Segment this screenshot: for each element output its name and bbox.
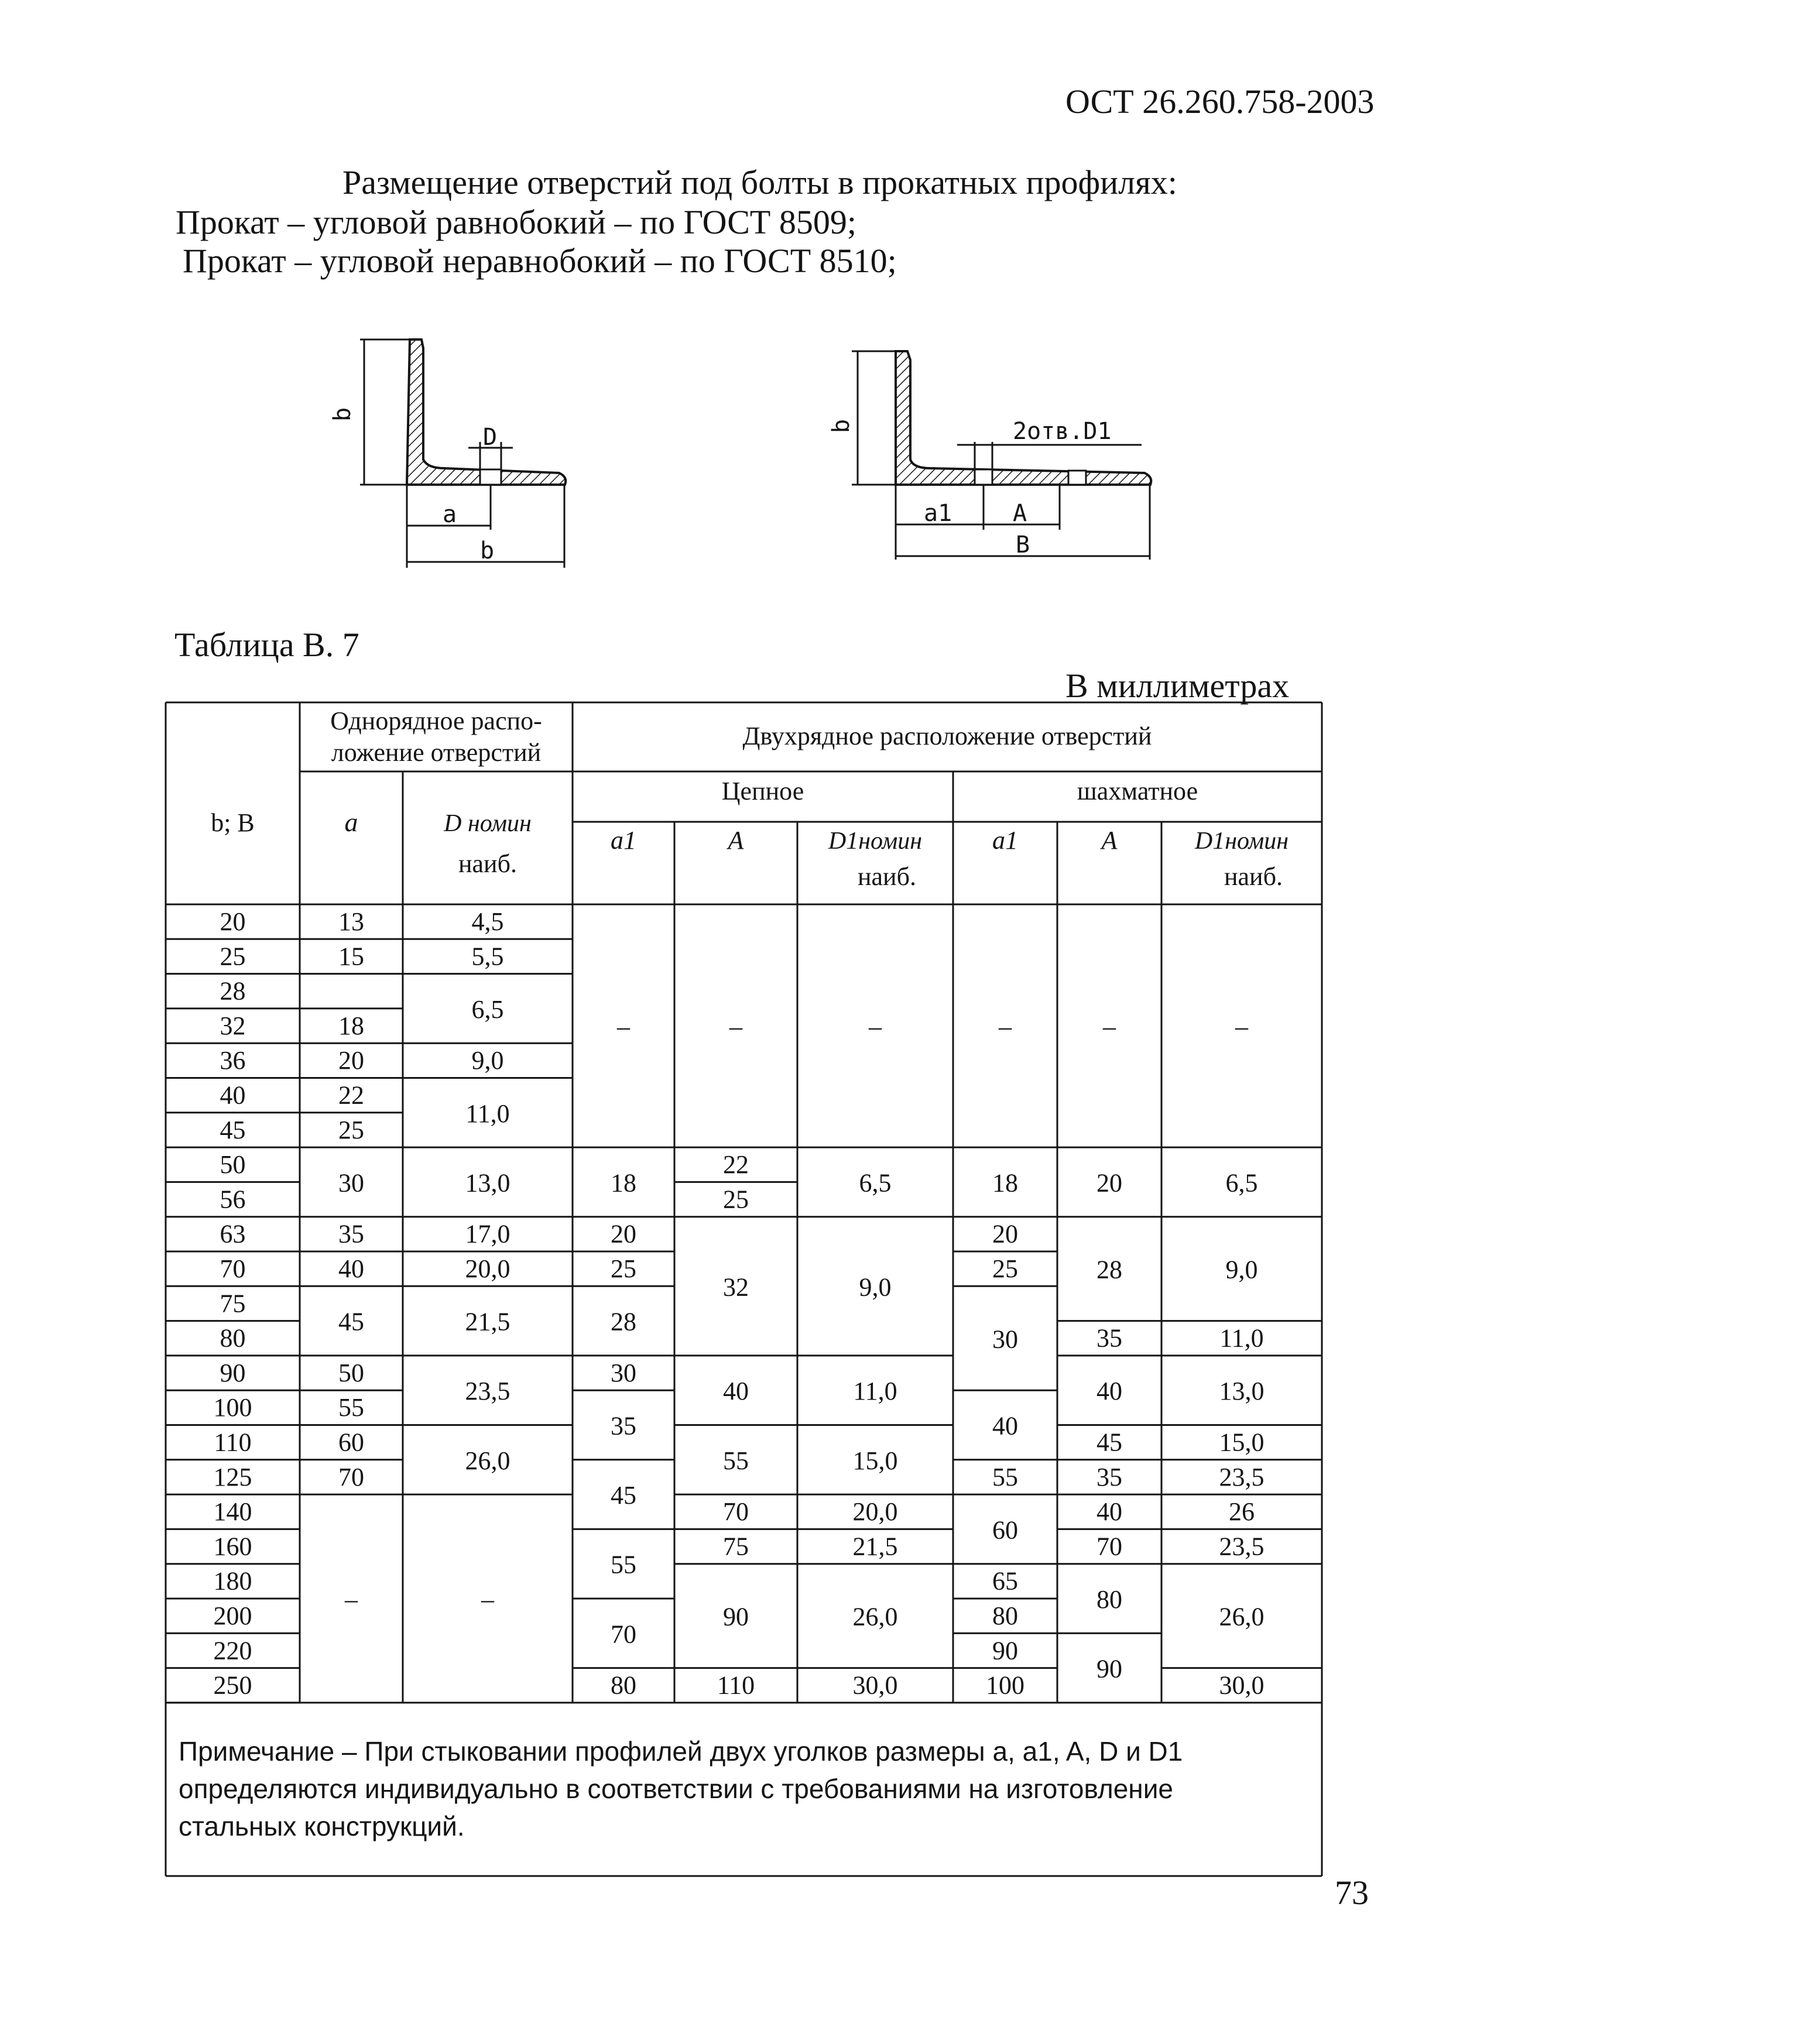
cell-a: 55 <box>338 1393 364 1422</box>
cell-stag-D1: 23,5 <box>1219 1532 1265 1561</box>
cell-stag-a1: 80 <box>992 1601 1018 1630</box>
cell-chain-A: 22 <box>723 1150 749 1179</box>
cell-stag-a1: 40 <box>992 1411 1018 1441</box>
cell-stag-A: 20 <box>1096 1168 1122 1198</box>
cell-a: 20 <box>338 1046 364 1075</box>
cell-d: 6,5 <box>471 994 504 1024</box>
cell-a: 13 <box>338 907 364 936</box>
header-double-row: Двухрядное расположение отверстий <box>742 722 1152 750</box>
cell-stag-D1: 6,5 <box>1225 1168 1258 1198</box>
cell-d: 23,5 <box>465 1377 510 1406</box>
cell-d: 9,0 <box>471 1046 504 1075</box>
cell-stag-a1: 100 <box>986 1671 1024 1700</box>
cell-chain-a1: 20 <box>611 1219 636 1249</box>
cell-b: 40 <box>220 1081 246 1110</box>
cell-a: 40 <box>338 1254 364 1283</box>
dim-A: A <box>1013 500 1027 527</box>
cell-b: 36 <box>220 1046 246 1075</box>
dim-a: a <box>443 501 457 528</box>
cell-chain-A: 70 <box>723 1497 749 1527</box>
cell-stag-a1: 55 <box>992 1462 1018 1491</box>
cell-stag-a1: 20 <box>992 1219 1018 1249</box>
cell-stag-D1: 11,0 <box>1219 1323 1264 1353</box>
cell-chain-A: 75 <box>723 1532 749 1561</box>
cell-chain-a1: – <box>617 1012 630 1041</box>
cell-a: 35 <box>338 1219 364 1249</box>
cell-stag-A: 80 <box>1096 1585 1122 1614</box>
cell-chain-a1: 80 <box>611 1671 636 1700</box>
cell-b: 45 <box>220 1115 246 1144</box>
cell-a: 60 <box>338 1428 364 1457</box>
cell-b: 20 <box>220 907 246 936</box>
cell-stag-a1: 18 <box>992 1168 1018 1198</box>
header-d1-nom: D1номин <box>828 828 923 855</box>
header-A: A <box>728 826 744 855</box>
cell-stag-D1: 15,0 <box>1219 1428 1265 1457</box>
cell-stag-D1: – <box>1235 1012 1248 1041</box>
units-label: В миллиметрах <box>1065 667 1290 705</box>
cell-a: – <box>345 1585 358 1614</box>
cell-chain-D1: 21,5 <box>852 1532 898 1561</box>
cell-stag-D1: 13,0 <box>1219 1377 1265 1406</box>
cell-b: 50 <box>220 1150 246 1179</box>
cell-b: 80 <box>220 1323 246 1353</box>
cell-chain-A: 110 <box>717 1671 755 1700</box>
cell-stag-D1: 26 <box>1229 1497 1255 1527</box>
cell-chain-a1: 25 <box>611 1254 636 1283</box>
header-d1-nom: D1номин <box>1194 828 1289 855</box>
intro-unequal-angle-line: Прокат – угловой неравнобокий – по ГОСТ 8510; <box>183 242 897 280</box>
cell-chain-D1: 11,0 <box>853 1377 897 1406</box>
cell-chain-A: 40 <box>723 1377 749 1406</box>
header-single-row: Однорядное распо- <box>330 707 542 735</box>
cell-d: 21,5 <box>465 1307 510 1336</box>
table-caption: Таблица В. 7 <box>174 626 359 664</box>
cell-a: 18 <box>338 1011 364 1040</box>
note-line-1: Примечание – При стыковании профилей двух уголков размеры a, a1, A, D и D1 <box>179 1736 1183 1767</box>
header-single-row: ложение отверстий <box>331 738 542 767</box>
cell-d: 5,5 <box>471 942 504 971</box>
cell-d: 13,0 <box>465 1168 510 1198</box>
cell-stag-A: 90 <box>1096 1654 1122 1683</box>
cell-stag-a1: 25 <box>992 1254 1018 1283</box>
cell-chain-A: 90 <box>723 1602 749 1631</box>
cell-chain-A: – <box>729 1012 742 1041</box>
cell-b: 140 <box>213 1497 252 1527</box>
cell-stag-D1: 30,0 <box>1219 1671 1265 1700</box>
cell-b: 160 <box>213 1532 252 1561</box>
header-a1: a1 <box>611 826 636 855</box>
cell-b: 75 <box>220 1289 246 1318</box>
cell-stag-A: 40 <box>1096 1497 1122 1527</box>
cell-stag-a1: 65 <box>992 1566 1018 1596</box>
cell-stag-a1: 30 <box>992 1325 1018 1354</box>
dim-a1: a1 <box>924 500 952 527</box>
cell-b: 100 <box>213 1393 252 1422</box>
cell-stag-a1: 90 <box>992 1636 1018 1665</box>
cell-b: 250 <box>213 1671 252 1700</box>
cell-chain-A: 32 <box>723 1273 749 1302</box>
header-d-nom: D номин <box>444 810 532 837</box>
cell-d: 20,0 <box>465 1254 510 1283</box>
cell-b: 125 <box>213 1462 252 1491</box>
dim-b-horizontal: b <box>480 537 495 564</box>
cell-chain-a1: 45 <box>611 1481 636 1510</box>
cell-stag-A: 40 <box>1096 1377 1122 1406</box>
table-note <box>179 1733 1320 1845</box>
cell-stag-A: 35 <box>1096 1462 1122 1491</box>
header-a1: a1 <box>992 826 1018 855</box>
page-number: 73 <box>1335 1874 1369 1912</box>
note-line-3: стальных конструкций. <box>179 1811 465 1841</box>
cell-chain-D1: 30,0 <box>852 1671 898 1700</box>
header-chain: Цепное <box>721 777 804 805</box>
cell-stag-D1: 23,5 <box>1219 1462 1265 1491</box>
cell-a: 22 <box>338 1081 364 1110</box>
dim-B: B <box>1016 531 1030 558</box>
cell-d: 4,5 <box>471 907 504 936</box>
cell-chain-a1: 35 <box>611 1411 636 1441</box>
cell-stag-A: 45 <box>1096 1428 1122 1457</box>
dim-holes-label: 2отв.D1 <box>1013 418 1112 445</box>
intro-heading: Размещение отверстий под болты в прокатных профилях: <box>342 163 1177 201</box>
note-line-2: определяются индивидуально в соответствии с требованиями на изготовление <box>179 1774 1173 1804</box>
cell-chain-A: 55 <box>723 1446 749 1475</box>
cell-d: 17,0 <box>465 1219 510 1249</box>
cell-stag-A: – <box>1103 1012 1116 1041</box>
cell-b: 63 <box>220 1219 246 1249</box>
cell-chain-a1: 55 <box>611 1550 636 1579</box>
cell-chain-D1: 6,5 <box>859 1168 892 1198</box>
dim-d: D <box>483 424 498 451</box>
cell-d: – <box>481 1585 494 1614</box>
cell-a: 25 <box>338 1115 364 1144</box>
dim-b-vertical: b <box>828 419 855 433</box>
cell-stag-D1: 26,0 <box>1219 1602 1265 1631</box>
cell-chain-D1: 26,0 <box>852 1602 898 1631</box>
cell-chain-D1: 9,0 <box>859 1273 892 1302</box>
cell-b: 70 <box>220 1254 246 1283</box>
cell-chain-a1: 18 <box>611 1168 636 1198</box>
cell-b: 220 <box>213 1636 252 1665</box>
cell-stag-A: 70 <box>1096 1532 1122 1561</box>
cell-a: 50 <box>338 1358 364 1387</box>
cell-chain-a1: 28 <box>611 1307 636 1336</box>
cell-b: 90 <box>220 1358 246 1387</box>
cell-stag-A: 35 <box>1096 1323 1122 1353</box>
cell-b: 25 <box>220 942 246 971</box>
cell-chain-D1: – <box>869 1012 882 1041</box>
cell-b: 28 <box>220 976 246 1006</box>
header-a: a <box>344 807 358 837</box>
cell-stag-a1: 60 <box>992 1515 1018 1545</box>
cell-chain-a1: 70 <box>611 1620 636 1649</box>
cell-d: 11,0 <box>465 1099 510 1128</box>
document-code: ОСТ 26.260.758-2003 <box>1065 83 1375 121</box>
intro-equal-angle-line: Прокат – угловой равнобокий – по ГОСТ 8509; <box>176 203 856 241</box>
header-d1-max: наиб. <box>857 862 917 891</box>
header-d-max: наиб. <box>458 849 518 878</box>
header-d1-max: наиб. <box>1224 862 1283 891</box>
cell-b: 56 <box>220 1185 246 1214</box>
cell-a: 30 <box>338 1168 364 1198</box>
cell-chain-D1: 20,0 <box>852 1497 898 1527</box>
cell-d: 26,0 <box>465 1446 510 1475</box>
cell-b: 180 <box>213 1566 252 1596</box>
dim-b-vertical: b <box>329 407 356 421</box>
cell-b: 200 <box>213 1601 252 1630</box>
cell-a: 45 <box>338 1307 364 1336</box>
cell-stag-D1: 9,0 <box>1225 1255 1258 1284</box>
cell-b: 32 <box>220 1011 246 1040</box>
cell-a: 70 <box>338 1462 364 1491</box>
header-A: A <box>1101 826 1118 855</box>
cell-stag-A: 28 <box>1096 1255 1122 1284</box>
cell-b: 110 <box>214 1428 252 1457</box>
cell-chain-A: 25 <box>723 1185 749 1214</box>
cell-chain-a1: 30 <box>611 1358 636 1387</box>
cell-chain-D1: 15,0 <box>852 1446 898 1475</box>
header-b-b: b; B <box>211 808 255 837</box>
header-staggered: шахматное <box>1077 777 1198 805</box>
cell-stag-a1: – <box>999 1012 1012 1041</box>
cell-a: 15 <box>338 942 364 971</box>
